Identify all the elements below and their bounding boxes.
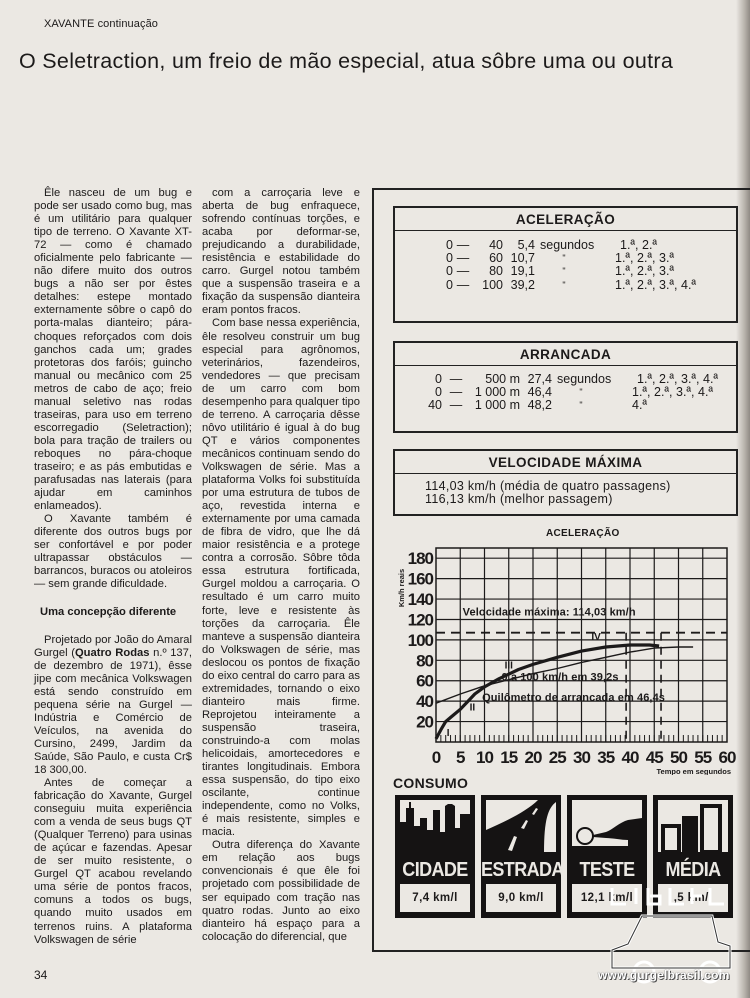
acceleration-unit: " [562, 266, 566, 277]
standing-start-title: ARRANCADA [395, 343, 736, 366]
standing-start-unit: " [579, 400, 583, 411]
tile-label: MÉDIA [665, 857, 721, 881]
tile-value: 12,1 km/l [572, 884, 642, 912]
tile-label: ESTRADA [481, 857, 564, 881]
top-speed-row: 114,03 km/h (média de quatro passagens) [425, 479, 671, 493]
acceleration-unit: " [562, 279, 566, 290]
top-speed-rows [395, 474, 736, 506]
acceleration-from: 0 [446, 238, 453, 252]
paragraph: com a carroçaria leve e aberta de bug enfraquece, sofrendo contínuas torções, e acaba por deformar-se, prejudicando a durabilidade, resistência e estabilidade do carro. Gurgel notou também que a suspensão traseira e a fixação da suspensão dianteira eram pontos fracos. [202, 187, 360, 317]
acceleration-rows [395, 231, 736, 292]
acceleration-dash: — [456, 238, 470, 252]
y-tick-label: 120 [407, 610, 433, 630]
tile-value: 9,0 km/l [486, 884, 556, 912]
chart-annotation: Quilômetro de arrancada em 46,4s [482, 692, 666, 705]
consumption-tile-city [395, 795, 475, 918]
standing-start-dash: — [449, 372, 463, 386]
x-axis-title: Tempo em segundos [656, 767, 731, 775]
acceleration-unit: segundos [540, 238, 595, 252]
paragraph: Antes de começar a fabricação do Xavante, Gurgel conseguiu muita experiência com a venda de seus bugs QT (Qualquer Terreno) para usinas de açúcar e fazendas. Apesar de ser muito resistente, o Gurgel QT acabou revelando uma série de pontos fracos, comuns a todos os bugs, quando muito usados em terrenos ruins. A plataforma Volkswagen de série [34, 777, 192, 946]
acceleration-to: 40 [489, 238, 503, 252]
paragraph: Outra diferença do Xavante em relação aos bugs convencionais é que êle foi projetado com possibilidade de ser equipado com tração nas quatro rodas. Junto ao eixo dianteiro há espaço para a colocação do diferencial, que [202, 839, 360, 943]
top-speed-table [393, 449, 738, 516]
paragraph: Com base nessa experiência, êle resolveu construir um bug especial para agrônomos, veterinários, fazendeiros, vendedores — que precisam de um carro com bom desempenho para qualquer tipo de terreno. A carroçaria dêsse nôvo utilitário é igual à do bug QT e vários componentes mecânicos continuam sendo do Volkswagen de série. Mas a plataforma Volks foi substituída por uma estrutura de tubos de aço, revestida interna e externamente por uma camada de fibra de vidro, que lhe dá maior resistência e a protege contra a corrosão. Sôbre tôda essa estrutura fortificada, Gurgel moldou a carroçaria. O resultado é um carro muito forte, leve e resistente às torções da carroçaria. Êle manteve a suspensão dianteira do Volkswagen de série, mas deslocou os pontos de fixação do eixo central do carro para as extremidades, tornando o eixo dianteiro mais firme. Reprojetou inteiramente a suspensão traseira, construindo-a com molas helicoidais, amortecedores e tirantes longitudinais. Embora essa suspensão, do tipo eixo oscilante, continue independente, como no Volks, é mais resistente, simples e macia. [202, 317, 360, 839]
standing-start-gears: 1.ª, 2.ª, 3.ª, 4.ª [632, 385, 714, 400]
standing-start-from: 0 [435, 372, 442, 386]
x-tick-label: 35 [597, 748, 615, 767]
acceleration-time: 19,1 [510, 264, 535, 279]
x-tick-label: 15 [500, 748, 518, 767]
acceleration-time: 10,7 [510, 251, 535, 266]
section-label-rest: continuação [97, 18, 159, 30]
magazine-name: Quatro Rodas [74, 646, 150, 659]
tile-value: 7,4 km/l [400, 884, 470, 912]
standing-start-from: 0 [435, 385, 442, 400]
bar-chart-icon [658, 800, 728, 852]
standing-start-unit: " [579, 387, 583, 398]
standing-start-time: 27,4 [527, 372, 552, 386]
consumption-title: CONSUMO [393, 775, 469, 791]
top-speed-row: 116,13 km/h (melhor passagem) [425, 492, 613, 507]
standing-start-dash: — [449, 385, 463, 400]
acceleration-table [393, 206, 738, 323]
road-icon [486, 800, 556, 852]
y-tick-label: 180 [407, 549, 433, 569]
acceleration-row [395, 279, 736, 292]
article-column-1 [34, 187, 192, 947]
acceleration-to: 80 [489, 264, 503, 279]
standing-start-unit: segundos [557, 372, 612, 386]
standing-start-to: 1 000 m [474, 385, 520, 400]
x-tick-label: 0 [431, 748, 441, 767]
top-speed-title: VELOCIDADE MÁXIMA [395, 451, 736, 474]
x-tick-label: 45 [645, 748, 663, 767]
x-tick-label: 55 [694, 748, 712, 767]
acceleration-chart [392, 540, 742, 775]
x-tick-label: 50 [670, 748, 687, 767]
acceleration-gears: 1.ª, 2.ª [620, 238, 658, 252]
y-tick-label: 20 [416, 712, 433, 732]
tile-label: CIDADE [402, 857, 468, 881]
chart-annotation: 0 a 100 km/h em 39,2s [501, 671, 619, 684]
standing-start-gears: 4.ª [632, 398, 648, 413]
acceleration-dash: — [456, 264, 470, 279]
fuel-test-icon [572, 800, 642, 852]
standing-start-row [395, 386, 736, 399]
headline: O Seletraction, um freio de mão especial, atua sôbre uma ou outra [19, 49, 674, 74]
acceleration-title: ACELERAÇÃO [395, 208, 736, 231]
consumption-tile-road [481, 795, 564, 918]
chart-annotation: Velocidade máxima: 114,03 km/h [462, 606, 636, 619]
gear-label: II [469, 702, 476, 714]
paragraph-text: n.º 137, de dezembro de 1971), êsse jipe com mecânica Volkswagen está sendo construído em pequena série na Gurgel — Indústria e Comércio de Veículos, na avenida do Cursino, 2499, Jardim da Saúde, São Paulo, e custa Cr$ 18 300,00. [34, 646, 192, 776]
y-tick-label: 160 [407, 569, 433, 589]
standing-start-table [393, 341, 738, 433]
x-tick-label: 20 [524, 748, 542, 767]
standing-start-row [395, 399, 736, 412]
acceleration-gears: 1.ª, 2.ª, 3.ª [615, 251, 675, 266]
x-tick-label: 60 [718, 748, 736, 767]
standing-start-dash: — [449, 398, 463, 413]
paragraph [34, 634, 192, 778]
x-tick-label: 5 [456, 748, 465, 767]
acceleration-dash: — [456, 277, 470, 292]
chart-title: ACELERAÇÃO [546, 528, 620, 539]
city-skyline-icon [400, 800, 470, 852]
x-tick-label: 10 [476, 748, 493, 767]
paragraph-text: Projetado por João do Amaral Gurgel ( [34, 633, 193, 659]
standing-start-from: 40 [428, 398, 442, 413]
acceleration-unit: " [562, 253, 566, 264]
gear-label: IV [591, 631, 601, 643]
acceleration-time: 5,4 [517, 238, 535, 252]
standing-start-to: 500 m [485, 372, 520, 386]
acceleration-from: 0 [446, 264, 453, 279]
gear-label: III [504, 660, 513, 672]
acceleration-to: 100 [482, 277, 503, 292]
acceleration-gears: 1.ª, 2.ª, 3.ª [615, 264, 675, 279]
section-label [44, 18, 158, 30]
subheading: Uma concepção diferente [40, 606, 177, 619]
y-tick-label: 140 [407, 590, 433, 610]
x-tick-label: 40 [621, 748, 639, 767]
watermark-url: www.gurgelbrasil.com [598, 968, 730, 982]
acceleration-row [395, 265, 736, 278]
standing-start-time: 48,2 [527, 398, 552, 413]
gear-label: I [446, 727, 450, 739]
y-tick-label: 80 [416, 651, 433, 671]
y-tick-label: 60 [416, 671, 433, 691]
acceleration-gears: 1.ª, 2.ª, 3.ª, 4.ª [615, 277, 697, 292]
page-number: 34 [34, 968, 48, 982]
acceleration-from: 0 [446, 251, 453, 266]
y-tick-label: 40 [416, 692, 433, 712]
x-tick-label: 30 [573, 748, 590, 767]
y-axis-title: Km/h reais [397, 568, 406, 608]
acceleration-from: 0 [446, 277, 453, 292]
tile-value: ,5 km/l [658, 884, 728, 912]
standing-start-rows [395, 366, 736, 413]
standing-start-time: 46,4 [527, 385, 552, 400]
paragraph: Êle nasceu de um bug e pode ser usado como bug, mas é um utilitário para qualquer tipo de terreno. O Xavante XT-72 — como é chamado oficialmente pelo fabricante — não difere muito dos outros bugs a não ser por êstes detalhes: estepe montado externamente sôbre o capô do porta-malas dianteiro; pára-choques reforçados com dois ganchos cada um; grades protetoras dos faróis; guincho manual ou mecânico com 25 metros de cabo de aço; freio manual seletivo nas rodas traseiras, para uso em terreno escorregadio (Seletraction); bola para tração de trailers ou reboques no pára-choque traseiro; e as pás embutidas e parafusadas nas laterais (para ajudar em caminhos enlameados). [34, 187, 192, 513]
y-tick-label: 100 [407, 630, 433, 650]
acceleration-dash: — [456, 251, 470, 266]
x-tick-label: 25 [548, 748, 566, 767]
paragraph: O Xavante também é diferente dos outros bugs por ser confortável e por poder ultrapassar obstáculos — barrancos, buracos ou atoleiros — sem grande dificuldade. [34, 513, 192, 591]
tile-label: TESTE [579, 857, 635, 881]
acceleration-to: 60 [489, 251, 503, 266]
standing-start-gears: 1.ª, 2.ª, 3.ª, 4.ª [637, 372, 719, 386]
section-label-strong: XAVANTE [44, 18, 95, 30]
acceleration-time: 39,2 [510, 277, 535, 292]
standing-start-to: 1 000 m [474, 398, 520, 413]
article-column-2 [202, 187, 360, 944]
